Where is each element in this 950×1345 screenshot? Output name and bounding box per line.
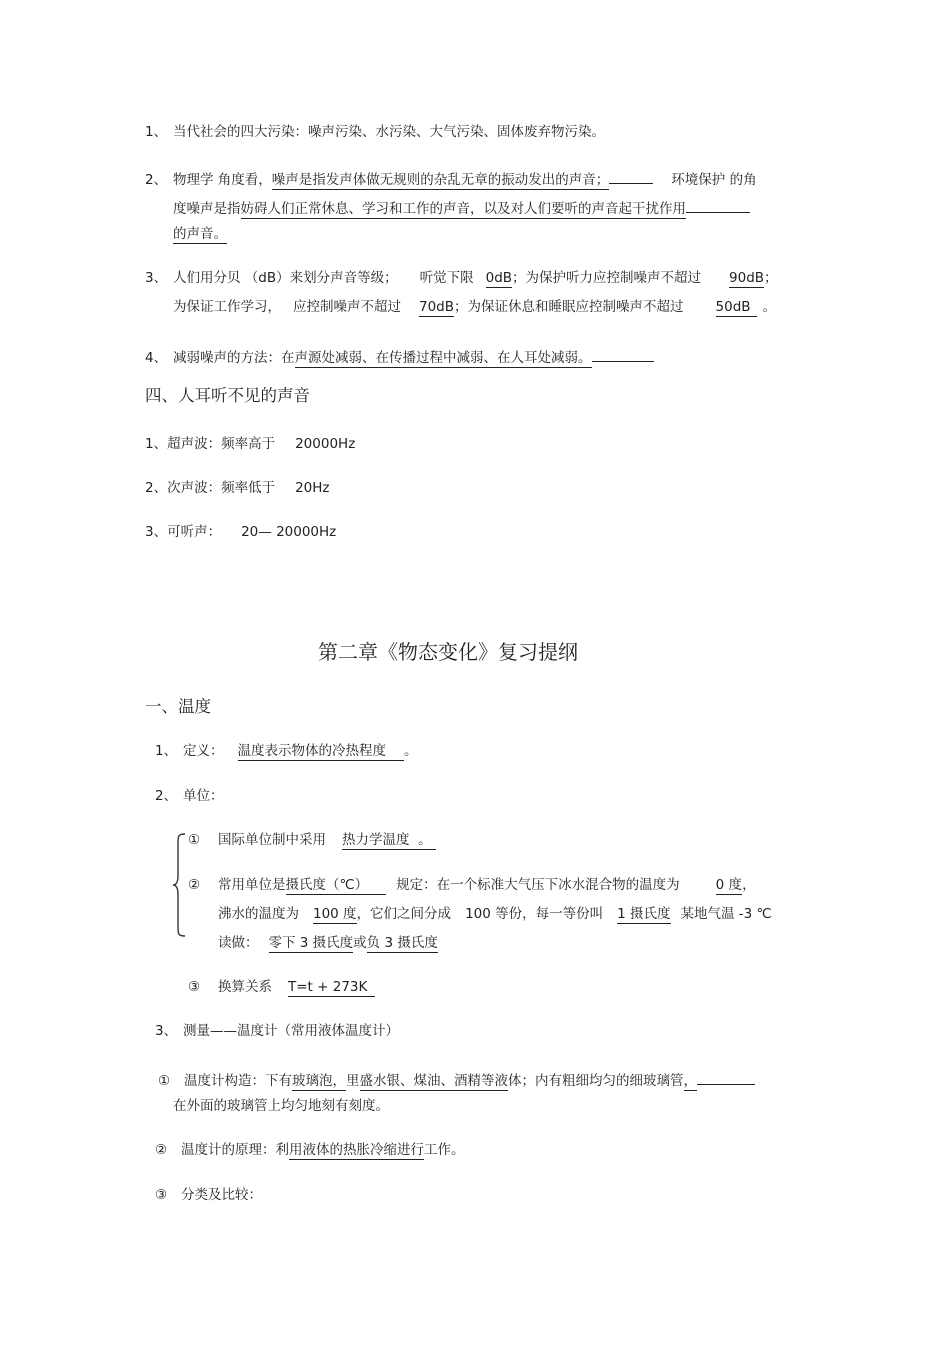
- text: 温度计构造：下有: [184, 1073, 292, 1089]
- circled-number: ③: [188, 979, 201, 995]
- text: 某地气温 -3 ℃: [680, 906, 772, 922]
- underlined-answer: ，: [683, 1073, 697, 1089]
- infrasonic-item: [145, 478, 330, 498]
- underlined-answer: 盛水银、煤油、酒精等液: [359, 1073, 508, 1089]
- noise-item-3-line-2: [173, 297, 776, 317]
- text: 分类及比较：: [181, 1187, 262, 1203]
- underlined-answer: 100 度: [313, 906, 357, 922]
- noise-item-3-line-1: [145, 268, 778, 288]
- underlined-answer: T=t + 273K: [288, 979, 375, 997]
- text: 。: [418, 832, 432, 848]
- text: ；为保证休息和睡眠应控制噪声不超过: [454, 299, 684, 315]
- text: 人们用分贝 （dB）来划分声音等级；: [173, 270, 398, 286]
- unit-sub-2-line-2: [218, 904, 772, 924]
- underlined-answer: 声源处减弱、在传播过程中减弱、在人耳处减弱。: [294, 350, 592, 366]
- item-label: 单位：: [183, 788, 224, 804]
- text: 体；内有粗细均匀的细玻璃管: [508, 1073, 684, 1089]
- circled-number: ②: [188, 877, 201, 893]
- item-label: 1、超声波：频率高于: [145, 436, 276, 452]
- text: 国际单位制中采用: [218, 832, 326, 848]
- item-number: 3、: [155, 1023, 178, 1039]
- noise-item-2-line-2: [173, 195, 750, 219]
- text: 沸水的温度为: [218, 906, 299, 922]
- measure-sub-1-line-1: [158, 1067, 755, 1091]
- definition-item: [155, 741, 418, 761]
- item-number: 4、: [145, 350, 168, 366]
- underlined-answer: 负 3 摄氏度: [366, 935, 438, 951]
- circled-number: ③: [155, 1187, 168, 1203]
- unit-sub-1: [188, 830, 436, 850]
- section-heading: 一、温度: [145, 697, 211, 716]
- underlined-answer: 玻璃泡，: [292, 1073, 346, 1089]
- section-heading: 四、人耳听不见的声音: [145, 386, 310, 405]
- circled-number: ①: [188, 832, 201, 848]
- noise-item-1: [145, 122, 605, 142]
- text: 在外面的玻璃管上均匀地刻有刻度。: [173, 1098, 389, 1114]
- audible-item: [145, 522, 336, 542]
- text: ；为保护听力应控制噪声不超过: [512, 270, 702, 286]
- item-value: 20Hz: [295, 480, 330, 496]
- underlined-answer: 1 摄氏度: [617, 906, 671, 922]
- text: 100 等份，每一等份叫: [465, 906, 604, 922]
- circled-number: ①: [158, 1073, 171, 1089]
- item-label: 2、次声波：频率低于: [145, 480, 276, 496]
- underlined-answer: 噪声是指发声体做无规则的杂乱无章的振动发出的声音；: [271, 172, 610, 188]
- text: ，它们之间分成: [356, 906, 452, 922]
- item-text: 当代社会的四大污染：噪声污染、水污染、大气污染、固体废弃物污染。: [173, 124, 605, 140]
- text: 物理学 角度看，: [173, 172, 272, 188]
- item-number: 1、: [155, 743, 178, 759]
- text: 里: [346, 1073, 360, 1089]
- text: ；: [764, 270, 778, 286]
- underlined-answer: 的声音。: [173, 226, 227, 242]
- circled-number: ②: [155, 1142, 168, 1158]
- underlined-answer: 温度表示物体的冷热程度: [238, 743, 405, 761]
- measure-sub-1-line-2: [173, 1096, 389, 1116]
- text: 减弱噪声的方法：在: [173, 350, 295, 366]
- underlined-answer: 90dB: [729, 270, 765, 286]
- unit-item: [155, 786, 224, 806]
- item-value: 20— 20000Hz: [241, 524, 337, 540]
- text: 换算关系: [218, 979, 272, 995]
- measure-sub-2: [155, 1140, 465, 1160]
- underlined-answer: [342, 832, 436, 850]
- underlined-answer: 70dB: [419, 299, 455, 315]
- underlined-answer: 妨碍人们正常休息、学习和工作的声音，以及对人们要听的声音起干扰作用: [240, 201, 686, 217]
- answer-text: 热力学温度: [342, 832, 410, 848]
- measure-item: [155, 1021, 399, 1041]
- ultrasonic-item: [145, 434, 355, 454]
- underlined-answer: 0 度: [715, 877, 743, 893]
- text: 读做：: [218, 935, 259, 951]
- text: 度噪声是指: [173, 201, 241, 217]
- unit-sub-2-line-1: [188, 875, 756, 895]
- unit-sub-2-line-3: [218, 933, 438, 953]
- text: 测量——温度计（常用液体温度计）: [183, 1023, 399, 1039]
- curly-brace-icon: [172, 832, 186, 938]
- underlined-answer: 摄氏度（℃）: [286, 877, 387, 895]
- text: 为保证工作学习，: [173, 299, 281, 315]
- text: 或: [353, 935, 367, 951]
- text: 听觉下限: [419, 270, 474, 286]
- item-label: 定义：: [183, 743, 224, 759]
- underlined-answer: 0dB: [485, 270, 513, 286]
- underlined-answer: 零下 3 摄氏度: [268, 935, 354, 951]
- blank-underline: [697, 1067, 755, 1085]
- noise-item-4: [145, 344, 654, 368]
- noise-item-2-line-3: [173, 224, 227, 244]
- item-number: 2、: [155, 788, 178, 804]
- underlined-answer: 50dB: [716, 299, 757, 317]
- text: 。: [762, 299, 777, 315]
- blank-underline: [686, 195, 750, 213]
- text: 环境保护 的角: [671, 172, 757, 188]
- text: 规定：在一个标准大气压下冰水混合物的温度为: [396, 877, 680, 893]
- text: 温度计的原理：利: [181, 1142, 289, 1158]
- text: 工作。: [424, 1142, 465, 1158]
- unit-sub-3: [188, 977, 375, 997]
- item-number: 1、: [145, 124, 168, 140]
- item-label: 3、可听声：: [145, 524, 222, 540]
- chapter-title: 第二章《物态变化》复习提纲: [318, 640, 578, 664]
- blank-underline: [592, 344, 654, 362]
- text: 常用单位是: [218, 877, 286, 893]
- text: 应控制噪声不超过: [293, 299, 401, 315]
- measure-sub-3: [155, 1185, 262, 1205]
- item-value: 20000Hz: [295, 436, 356, 452]
- item-number: 2、: [145, 172, 168, 188]
- item-number: 3、: [145, 270, 168, 286]
- text: 。: [404, 743, 418, 759]
- blank-underline: [609, 166, 653, 184]
- underlined-answer: 用液体的热胀冷缩进行: [289, 1142, 424, 1158]
- text: ，: [742, 877, 756, 893]
- noise-item-2-line-1: [145, 166, 757, 190]
